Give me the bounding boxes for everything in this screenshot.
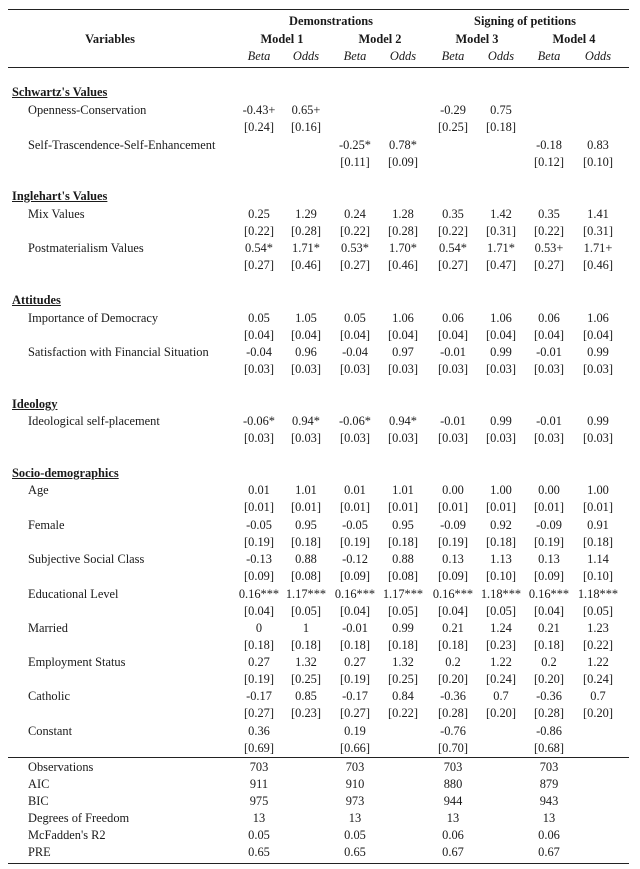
row-label: Catholic xyxy=(28,689,70,703)
se-cell: [0.20] xyxy=(486,706,516,720)
coef-cell: 1.00 xyxy=(587,483,609,497)
se-cell: [0.05] xyxy=(486,604,516,618)
stat-cell: 703 xyxy=(249,760,269,774)
se-cell: [0.46] xyxy=(583,258,613,272)
coef-cell: 0.27 xyxy=(344,655,366,669)
coef-cell: -0.01 xyxy=(536,345,562,359)
se-cell: [0.24] xyxy=(486,672,516,686)
se-cell: [0.04] xyxy=(438,328,468,342)
coef-cell: -0.36 xyxy=(536,689,562,703)
stat-label: AIC xyxy=(28,777,50,791)
se-cell: [0.22] xyxy=(388,706,418,720)
se-cell: [0.01] xyxy=(388,500,418,514)
coef-cell: 0.84 xyxy=(392,689,414,703)
se-cell: [0.04] xyxy=(244,604,274,618)
coef-cell: 1.28 xyxy=(392,207,414,221)
se-cell: [0.18] xyxy=(486,120,516,134)
se-cell: [0.18] xyxy=(388,535,418,549)
se-cell: [0.03] xyxy=(583,362,613,376)
stat-cell: 943 xyxy=(539,794,559,808)
se-cell: [0.09] xyxy=(388,155,418,169)
se-cell: [0.24] xyxy=(583,672,613,686)
se-cell: [0.03] xyxy=(534,362,564,376)
coef-cell: 0.83 xyxy=(587,138,609,152)
coef-cell: 1.14 xyxy=(587,552,609,566)
coef-subheader: Beta xyxy=(537,49,561,63)
coef-cell: -0.05 xyxy=(246,518,272,532)
coef-cell: -0.06* xyxy=(338,414,371,428)
coef-cell: -0.86 xyxy=(536,724,562,738)
coef-cell: -0.01 xyxy=(536,414,562,428)
coef-cell: 0.99 xyxy=(587,345,609,359)
stat-cell: 703 xyxy=(443,760,463,774)
coef-cell: -0.18 xyxy=(536,138,562,152)
coef-subheader: Odds xyxy=(584,49,612,63)
coef-cell: 1.17*** xyxy=(382,587,424,601)
se-cell: [0.22] xyxy=(340,224,370,238)
se-cell: [0.22] xyxy=(438,224,468,238)
se-cell: [0.23] xyxy=(486,638,516,652)
se-cell: [0.20] xyxy=(438,672,468,686)
coef-cell: 0.53* xyxy=(341,241,369,255)
row-label: Constant xyxy=(28,724,73,738)
stat-cell: 973 xyxy=(345,794,365,808)
se-cell: [0.03] xyxy=(583,431,613,445)
se-cell: [0.01] xyxy=(583,500,613,514)
coef-cell: -0.17 xyxy=(342,689,368,703)
stat-label: Observations xyxy=(28,760,94,774)
stat-cell: 910 xyxy=(345,777,365,791)
se-cell: [0.19] xyxy=(340,535,370,549)
row-label: Postmaterialism Values xyxy=(28,241,144,255)
coef-cell: 1.13 xyxy=(490,552,512,566)
row-label: Self-Trascendence-Self-Enhancement xyxy=(28,138,216,152)
se-cell: [0.18] xyxy=(244,638,274,652)
se-cell: [0.01] xyxy=(486,500,516,514)
model-header: Model 1 xyxy=(260,32,304,46)
coef-cell: 0.05 xyxy=(248,311,270,325)
coef-cell: 0.99 xyxy=(490,345,512,359)
coef-cell: 0.06 xyxy=(442,311,464,325)
se-cell: [0.46] xyxy=(388,258,418,272)
se-cell: [0.03] xyxy=(486,362,516,376)
stat-cell: 703 xyxy=(345,760,365,774)
coef-cell: 1.23 xyxy=(587,621,609,635)
coef-cell: 0.88 xyxy=(392,552,414,566)
coef-cell: 1.71* xyxy=(487,241,515,255)
coef-cell: 0.25 xyxy=(248,207,270,221)
coef-cell: 0.7 xyxy=(590,689,606,703)
coef-cell: 0.99 xyxy=(392,621,414,635)
stat-cell: 0.06 xyxy=(442,828,464,842)
stat-cell: 0.05 xyxy=(344,828,366,842)
coef-cell: 0.13 xyxy=(442,552,464,566)
coef-cell: 0.85 xyxy=(295,689,317,703)
se-cell: [0.11] xyxy=(340,155,370,169)
model-header: Model 4 xyxy=(552,32,596,46)
se-cell: [0.28] xyxy=(291,224,321,238)
coef-cell: 0.00 xyxy=(538,483,560,497)
se-cell: [0.66] xyxy=(340,741,370,755)
se-cell: [0.28] xyxy=(388,224,418,238)
se-cell: [0.03] xyxy=(388,362,418,376)
coef-cell: 0 xyxy=(255,621,263,635)
section-title: Attitudes xyxy=(12,293,61,307)
coef-cell: 0.97 xyxy=(392,345,414,359)
coef-cell: 0.35 xyxy=(442,207,464,221)
se-cell: [0.10] xyxy=(583,155,613,169)
coef-cell: 1.01 xyxy=(295,483,317,497)
row-label: Mix Values xyxy=(28,207,85,221)
se-cell: [0.04] xyxy=(534,604,564,618)
coef-cell: 0.13 xyxy=(538,552,560,566)
se-cell: [0.27] xyxy=(438,258,468,272)
stat-cell: 880 xyxy=(443,777,463,791)
row-label: Subjective Social Class xyxy=(28,552,145,566)
coef-cell: -0.01 xyxy=(440,414,466,428)
coef-cell: 1.32 xyxy=(295,655,317,669)
se-cell: [0.09] xyxy=(340,569,370,583)
section-title: Schwartz's Values xyxy=(12,85,108,99)
bottom-rule xyxy=(8,863,629,864)
coef-cell: 0.53+ xyxy=(534,241,564,255)
se-cell: [0.09] xyxy=(438,569,468,583)
se-cell: [0.19] xyxy=(244,672,274,686)
coef-cell: 1.71* xyxy=(292,241,320,255)
se-cell: [0.03] xyxy=(534,431,564,445)
stat-cell: 975 xyxy=(249,794,269,808)
coef-cell: 1.06 xyxy=(490,311,512,325)
se-cell: [0.03] xyxy=(244,362,274,376)
coef-cell: 0.01 xyxy=(344,483,366,497)
se-cell: [0.27] xyxy=(244,706,274,720)
stat-cell: 13 xyxy=(542,811,556,825)
se-cell: [0.03] xyxy=(244,431,274,445)
stat-cell: 13 xyxy=(252,811,266,825)
coef-cell: 1.70* xyxy=(389,241,417,255)
se-cell: [0.22] xyxy=(583,638,613,652)
coef-subheader: Odds xyxy=(292,49,320,63)
se-cell: [0.04] xyxy=(340,604,370,618)
coef-cell: 1.42 xyxy=(490,207,512,221)
coef-cell: -0.76 xyxy=(440,724,466,738)
coef-cell: -0.36 xyxy=(440,689,466,703)
coef-cell: 1.22 xyxy=(587,655,609,669)
se-cell: [0.18] xyxy=(486,535,516,549)
model-header: Model 2 xyxy=(358,32,402,46)
stat-cell: 0.65 xyxy=(248,845,270,859)
coef-cell: 0.16*** xyxy=(528,587,570,601)
coef-cell: 0.75 xyxy=(490,103,512,117)
coef-cell: 1.22 xyxy=(490,655,512,669)
se-cell: [0.04] xyxy=(583,328,613,342)
section-title: Ideology xyxy=(12,397,58,411)
stat-cell: 944 xyxy=(443,794,463,808)
se-cell: [0.01] xyxy=(291,500,321,514)
se-cell: [0.19] xyxy=(534,535,564,549)
coef-cell: 0.95 xyxy=(295,518,317,532)
coef-cell: 0.21 xyxy=(442,621,464,635)
se-cell: [0.03] xyxy=(340,431,370,445)
se-cell: [0.70] xyxy=(438,741,468,755)
coef-cell: 1.32 xyxy=(392,655,414,669)
row-label: Educational Level xyxy=(28,587,119,601)
stat-cell: 0.06 xyxy=(538,828,560,842)
row-label: Married xyxy=(28,621,68,635)
se-cell: [0.04] xyxy=(340,328,370,342)
coef-cell: 0.01 xyxy=(248,483,270,497)
se-cell: [0.69] xyxy=(244,741,274,755)
se-cell: [0.19] xyxy=(340,672,370,686)
coef-cell: 0.27 xyxy=(248,655,270,669)
coef-cell: 0.21 xyxy=(538,621,560,635)
se-cell: [0.10] xyxy=(583,569,613,583)
row-label: Female xyxy=(28,518,65,532)
se-cell: [0.27] xyxy=(340,706,370,720)
coef-cell: 0.35 xyxy=(538,207,560,221)
stat-label: BIC xyxy=(28,794,49,808)
se-cell: [0.04] xyxy=(291,328,321,342)
se-cell: [0.03] xyxy=(438,431,468,445)
se-cell: [0.01] xyxy=(438,500,468,514)
coef-cell: -0.25* xyxy=(338,138,371,152)
stat-label: Degrees of Freedom xyxy=(28,811,130,825)
se-cell: [0.31] xyxy=(486,224,516,238)
stat-cell: 0.05 xyxy=(248,828,270,842)
coef-cell: -0.01 xyxy=(440,345,466,359)
coef-cell: -0.06* xyxy=(242,414,275,428)
se-cell: [0.22] xyxy=(244,224,274,238)
coef-subheader: Odds xyxy=(487,49,515,63)
coef-cell: 1.41 xyxy=(587,207,609,221)
se-cell: [0.28] xyxy=(534,706,564,720)
stat-cell: 703 xyxy=(539,760,559,774)
coef-cell: 1.71+ xyxy=(583,241,613,255)
row-label: Importance of Democracy xyxy=(28,311,159,325)
se-cell: [0.18] xyxy=(291,535,321,549)
se-cell: [0.05] xyxy=(388,604,418,618)
coef-cell: 0.16*** xyxy=(432,587,474,601)
stat-label: McFadden's R2 xyxy=(28,828,106,842)
se-cell: [0.19] xyxy=(244,535,274,549)
coef-cell: 1.17*** xyxy=(285,587,327,601)
coef-cell: 1.00 xyxy=(490,483,512,497)
header-rule xyxy=(8,67,629,68)
coef-cell: 0.16*** xyxy=(334,587,376,601)
coef-cell: -0.05 xyxy=(342,518,368,532)
coef-subheader: Odds xyxy=(389,49,417,63)
se-cell: [0.04] xyxy=(438,604,468,618)
se-cell: [0.03] xyxy=(291,431,321,445)
se-cell: [0.18] xyxy=(291,638,321,652)
se-cell: [0.04] xyxy=(534,328,564,342)
se-cell: [0.18] xyxy=(583,535,613,549)
se-cell: [0.09] xyxy=(244,569,274,583)
coef-cell: 0.78* xyxy=(389,138,417,152)
stat-label: PRE xyxy=(28,845,51,859)
se-cell: [0.25] xyxy=(388,672,418,686)
coef-cell: 0.19 xyxy=(344,724,366,738)
coef-subheader: Beta xyxy=(441,49,465,63)
coef-cell: -0.09 xyxy=(440,518,466,532)
coef-cell: 0.54* xyxy=(245,241,273,255)
se-cell: [0.20] xyxy=(534,672,564,686)
model-header: Model 3 xyxy=(455,32,499,46)
se-cell: [0.19] xyxy=(438,535,468,549)
coef-cell: -0.09 xyxy=(536,518,562,532)
se-cell: [0.31] xyxy=(583,224,613,238)
se-cell: [0.25] xyxy=(438,120,468,134)
se-cell: [0.09] xyxy=(534,569,564,583)
coef-cell: -0.43+ xyxy=(242,103,276,117)
coef-cell: 1.05 xyxy=(295,311,317,325)
coef-cell: -0.29 xyxy=(440,103,466,117)
se-cell: [0.46] xyxy=(291,258,321,272)
se-cell: [0.18] xyxy=(340,638,370,652)
coef-cell: 0.91 xyxy=(587,518,609,532)
se-cell: [0.28] xyxy=(438,706,468,720)
coef-cell: -0.04 xyxy=(342,345,368,359)
se-cell: [0.05] xyxy=(291,604,321,618)
coef-cell: 0.99 xyxy=(587,414,609,428)
coef-cell: 1.18*** xyxy=(480,587,522,601)
se-cell: [0.12] xyxy=(534,155,564,169)
coef-cell: 1.18*** xyxy=(577,587,619,601)
coef-cell: -0.04 xyxy=(246,345,272,359)
coef-cell: 0.65+ xyxy=(291,103,321,117)
coef-cell: 0.24 xyxy=(344,207,366,221)
coef-cell: 1.06 xyxy=(587,311,609,325)
group-header: Demonstrations xyxy=(289,14,373,28)
se-cell: [0.01] xyxy=(534,500,564,514)
coef-cell: 0.06 xyxy=(538,311,560,325)
coef-cell: 0.00 xyxy=(442,483,464,497)
se-cell: [0.68] xyxy=(534,741,564,755)
se-cell: [0.03] xyxy=(388,431,418,445)
se-cell: [0.18] xyxy=(438,638,468,652)
se-cell: [0.20] xyxy=(583,706,613,720)
coef-subheader: Beta xyxy=(247,49,271,63)
coef-cell: 1.24 xyxy=(490,621,512,635)
stat-cell: 879 xyxy=(539,777,559,791)
coef-cell: 0.95 xyxy=(392,518,414,532)
coef-cell: 0.94* xyxy=(389,414,417,428)
stats-rule xyxy=(8,757,629,758)
se-cell: [0.16] xyxy=(291,120,321,134)
se-cell: [0.04] xyxy=(388,328,418,342)
section-title: Inglehart's Values xyxy=(12,189,108,203)
row-label: Ideological self-placement xyxy=(28,414,160,428)
coef-cell: 0.36 xyxy=(248,724,270,738)
coef-cell: 1.01 xyxy=(392,483,414,497)
coef-cell: 1.29 xyxy=(295,207,317,221)
row-label: Satisfaction with Financial Situation xyxy=(28,345,209,359)
se-cell: [0.18] xyxy=(534,638,564,652)
se-cell: [0.18] xyxy=(388,638,418,652)
coef-cell: -0.13 xyxy=(246,552,272,566)
coef-cell: 0.05 xyxy=(344,311,366,325)
se-cell: [0.47] xyxy=(486,258,516,272)
coef-cell: -0.12 xyxy=(342,552,368,566)
coef-cell: 1 xyxy=(302,621,310,635)
se-cell: [0.08] xyxy=(388,569,418,583)
stat-cell: 13 xyxy=(446,811,460,825)
coef-cell: 1.06 xyxy=(392,311,414,325)
se-cell: [0.24] xyxy=(244,120,274,134)
coef-cell: 0.92 xyxy=(490,518,512,532)
se-cell: [0.05] xyxy=(583,604,613,618)
section-title: Socio-demographics xyxy=(12,466,119,480)
se-cell: [0.27] xyxy=(340,258,370,272)
coef-cell: 0.88 xyxy=(295,552,317,566)
coef-cell: 0.94* xyxy=(292,414,320,428)
coef-cell: 0.2 xyxy=(445,655,461,669)
se-cell: [0.25] xyxy=(291,672,321,686)
coef-cell: -0.17 xyxy=(246,689,272,703)
stat-cell: 13 xyxy=(348,811,362,825)
stat-cell: 0.67 xyxy=(442,845,464,859)
se-cell: [0.27] xyxy=(244,258,274,272)
variables-header: Variables xyxy=(85,32,135,46)
coef-cell: 0.99 xyxy=(490,414,512,428)
row-label: Openness-Conservation xyxy=(28,103,147,117)
coef-cell: 0.96 xyxy=(295,345,317,359)
se-cell: [0.03] xyxy=(291,362,321,376)
coef-cell: 0.2 xyxy=(541,655,557,669)
se-cell: [0.03] xyxy=(340,362,370,376)
top-rule xyxy=(8,9,629,10)
coef-cell: 0.16*** xyxy=(238,587,280,601)
coef-cell: 0.7 xyxy=(493,689,509,703)
se-cell: [0.22] xyxy=(534,224,564,238)
se-cell: [0.10] xyxy=(486,569,516,583)
se-cell: [0.23] xyxy=(291,706,321,720)
coef-subheader: Beta xyxy=(343,49,367,63)
se-cell: [0.03] xyxy=(438,362,468,376)
row-label: Employment Status xyxy=(28,655,126,669)
stat-cell: 0.65 xyxy=(344,845,366,859)
stat-cell: 911 xyxy=(249,777,269,791)
se-cell: [0.01] xyxy=(244,500,274,514)
se-cell: [0.04] xyxy=(486,328,516,342)
se-cell: [0.27] xyxy=(534,258,564,272)
stat-cell: 0.67 xyxy=(538,845,560,859)
row-label: Age xyxy=(28,483,49,497)
coef-cell: 0.54* xyxy=(439,241,467,255)
se-cell: [0.01] xyxy=(340,500,370,514)
se-cell: [0.03] xyxy=(486,431,516,445)
se-cell: [0.08] xyxy=(291,569,321,583)
se-cell: [0.04] xyxy=(244,328,274,342)
group-header: Signing of petitions xyxy=(474,14,576,28)
coef-cell: -0.01 xyxy=(342,621,368,635)
